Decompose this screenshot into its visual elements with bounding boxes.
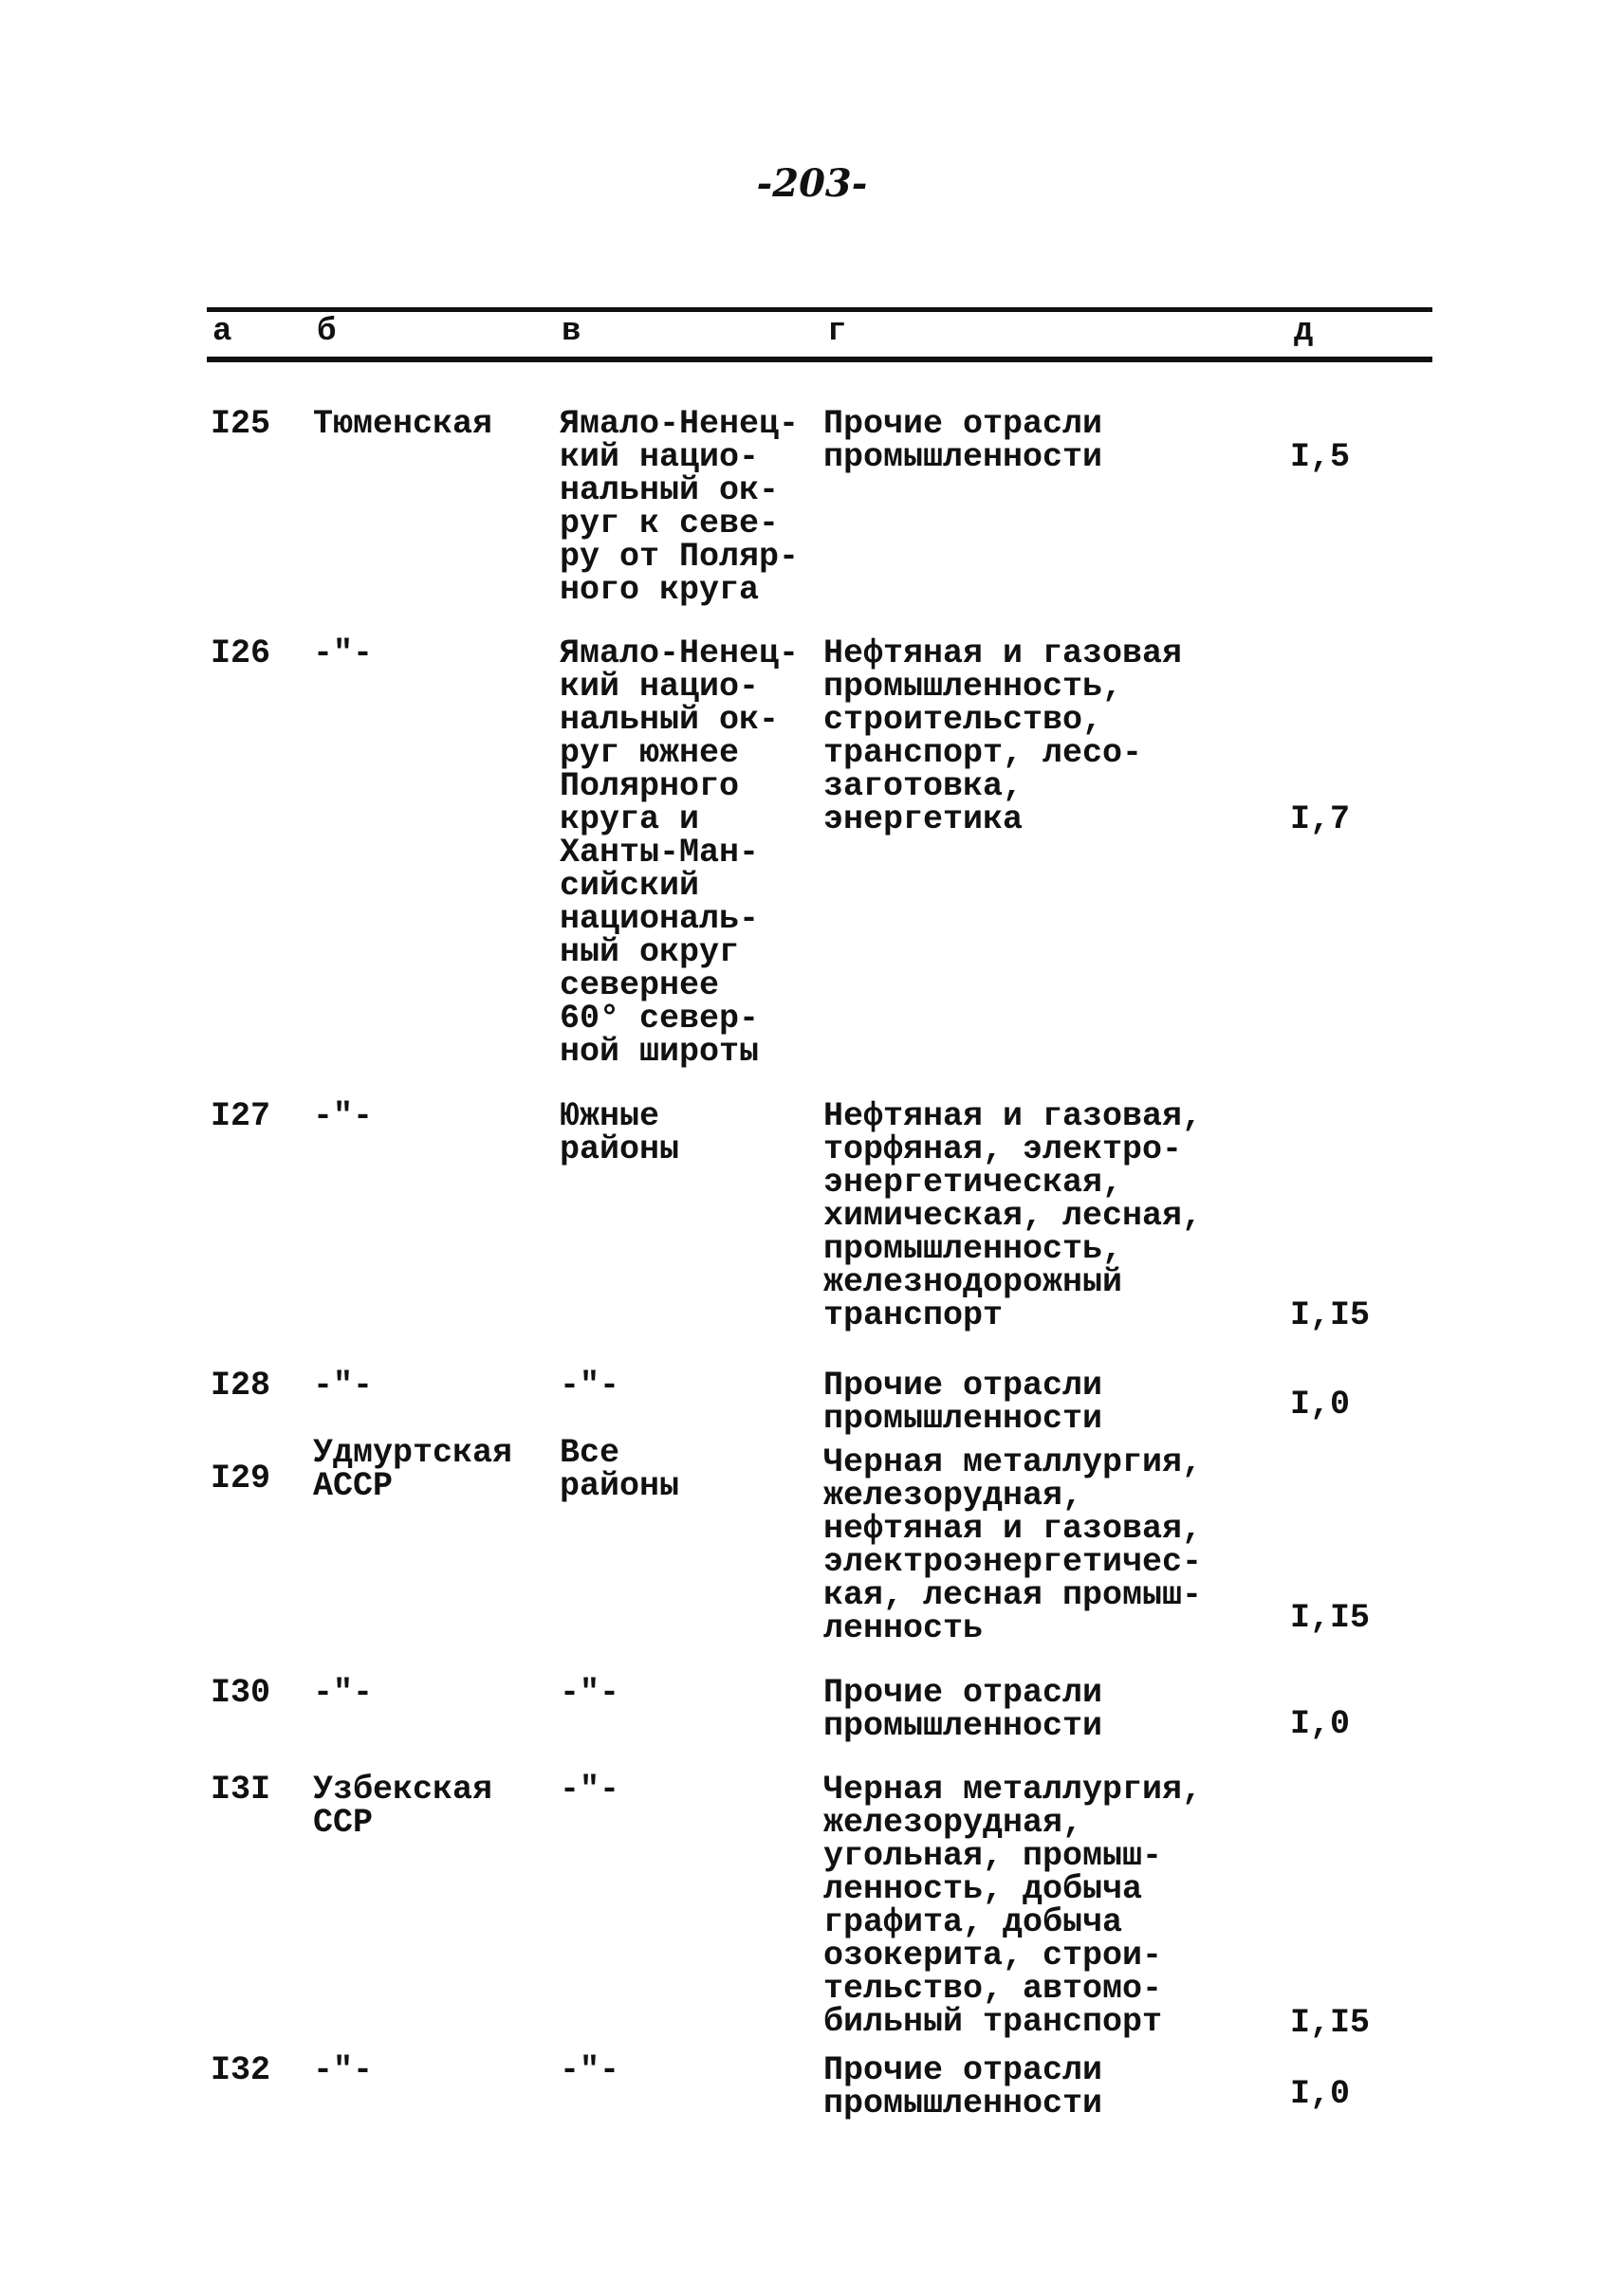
column-header-d: д: [1294, 314, 1314, 350]
region-cell: -"-: [313, 634, 374, 672]
industry-cell: Нефтяная и газовая промышленность, строительство, транспорт, лесо- заготовка, энергетика: [823, 634, 1183, 838]
table-top-rule: [207, 307, 1432, 312]
column-header-v: в: [562, 314, 581, 350]
region-cell: -"-: [313, 1674, 374, 1712]
region-cell: -"-: [313, 1367, 374, 1405]
coefficient-cell: I,0: [1290, 1705, 1351, 1743]
coefficient-cell: I,5: [1290, 438, 1351, 476]
district-cell: Ямало-Ненец- кий нацио- нальный ок- руг южнее Полярного круга и Ханты-Ман- сийский националь- ный округ севернее 60° север- ной широты: [560, 634, 800, 1071]
coefficient-cell: I,I5: [1290, 1599, 1371, 1637]
industry-cell: Черная металлургия, железорудная, нефтяная и газовая, электроэнергетичес- кая, лесная промыш- ленность: [823, 1443, 1203, 1647]
column-header-b: б: [317, 314, 337, 350]
row-number: I32: [211, 2051, 271, 2089]
region-cell: -"-: [313, 2051, 374, 2089]
district-cell: -"-: [560, 1367, 620, 1405]
coefficient-cell: I,0: [1290, 1386, 1351, 1424]
row-number: I27: [211, 1097, 271, 1135]
region-cell: Тюменская: [313, 405, 493, 443]
coefficient-cell: I,0: [1290, 2075, 1351, 2113]
region-cell: -"-: [313, 1097, 374, 1135]
row-number: I28: [211, 1367, 271, 1405]
coefficient-cell: I,7: [1290, 800, 1351, 838]
column-header-g: г: [827, 314, 847, 350]
row-number: I26: [211, 634, 271, 672]
industry-cell: Прочие отрасли промышленности: [823, 405, 1103, 476]
district-cell: -"-: [560, 1771, 620, 1809]
district-cell: Ямало-Ненец- кий нацио- нальный ок- руг к севе- ру от Поляр- ного круга: [560, 405, 800, 609]
region-cell: Узбекская ССР: [313, 1771, 493, 1842]
district-cell: -"-: [560, 2051, 620, 2089]
row-number: I3I: [211, 1771, 271, 1809]
page-number: -203-: [756, 161, 868, 206]
coefficient-cell: I,I5: [1290, 1296, 1371, 1334]
row-number: I30: [211, 1674, 271, 1712]
region-cell: Удмуртская АССР: [313, 1434, 513, 1505]
district-cell: Все районы: [560, 1434, 680, 1505]
industry-cell: Нефтяная и газовая, торфяная, электро- энергетическая, химическая, лесная, промышленность, железнодорожный транспорт: [823, 1097, 1203, 1334]
column-header-a: а: [212, 314, 232, 350]
coefficient-cell: I,I5: [1290, 2004, 1371, 2042]
district-cell: Южные районы: [560, 1097, 680, 1168]
industry-cell: Прочие отрасли промышленности: [823, 2051, 1103, 2122]
industry-cell: Прочие отрасли промышленности: [823, 1674, 1103, 1745]
row-number: I29: [211, 1460, 271, 1497]
industry-cell: Черная металлургия, железорудная, угольная, промыш- ленность, добыча графита, добыча озокерита, строи- тельство, автомо- бильный транспорт: [823, 1771, 1203, 2041]
industry-cell: Прочие отрасли промышленности: [823, 1367, 1103, 1438]
district-cell: -"-: [560, 1674, 620, 1712]
table-header-rule: [207, 357, 1432, 362]
row-number: I25: [211, 405, 271, 443]
